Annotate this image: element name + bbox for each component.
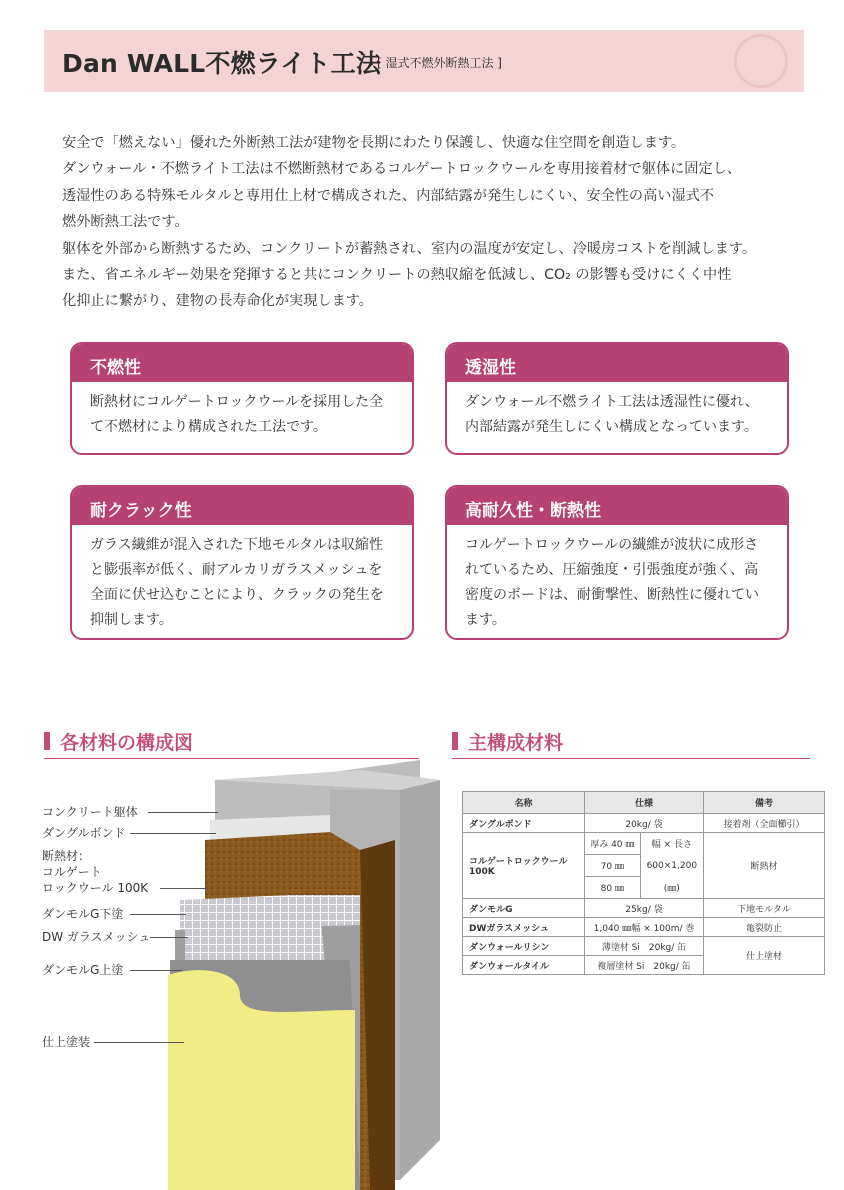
cell-note: 断熱材 xyxy=(704,833,825,899)
section-heading-materials xyxy=(452,728,810,762)
callout-line xyxy=(148,812,218,813)
table-header-row xyxy=(463,792,825,814)
materials-table xyxy=(462,791,825,975)
cell-spec: (㎜) xyxy=(640,877,703,899)
intro-line: 躯体を外部から断熱するため、コンクリートが蓄熱され、室内の温度が安定し、冷暖房コストを削減します。 xyxy=(62,240,757,257)
cell-name: DWガラスメッシュ xyxy=(463,918,585,937)
cell-spec: 20kg/ 袋 xyxy=(585,814,704,833)
feature-line: て不燃材により構成された工法です。 xyxy=(90,419,327,435)
diagram-label: コンクリート躯体 xyxy=(42,805,138,819)
diagram-label: DW ガラスメッシュ xyxy=(42,930,151,944)
cell-name: ダンウォールリシン xyxy=(463,937,585,956)
feature-line: れているため、圧縮強度・引張強度が強く、高 xyxy=(465,562,759,578)
feature-body xyxy=(447,382,787,440)
section-title: 各材料の構成図 xyxy=(60,732,194,754)
diagram-label: 仕上塗装 xyxy=(42,1035,91,1049)
heading-underline xyxy=(452,758,810,759)
feature-box-breathability xyxy=(445,342,789,455)
header-band xyxy=(44,30,804,92)
feature-body xyxy=(447,525,787,633)
heading-marker xyxy=(44,732,50,750)
callout-line xyxy=(130,833,216,834)
page-title: Dan WALL不燃ライト工法 xyxy=(62,49,382,78)
cell-spec: 幅 × 長さ xyxy=(640,833,703,855)
intro-line: 透湿性のある特殊モルタルと専用仕上材で構成された、内部結露が発生しにくい、安全性の高い湿式不 xyxy=(62,187,715,204)
cell-spec: 70 ㎜ xyxy=(585,855,641,877)
feature-line: 断熱材にコルゲートロックウールを採用した全 xyxy=(90,394,384,410)
diagram-label: コルゲート xyxy=(42,865,102,879)
header-name: 名称 xyxy=(463,792,585,814)
callout-line xyxy=(130,914,186,915)
table-row xyxy=(463,918,825,937)
heading-marker xyxy=(452,732,458,750)
diagram-label: ダンモルG下塗 xyxy=(42,907,124,921)
watermark-seal xyxy=(734,34,788,88)
cell-spec: 厚み 40 ㎜ xyxy=(585,833,641,855)
heading-underline xyxy=(44,758,419,759)
diagram-label: 断熱材： xyxy=(42,849,91,863)
cell-name: ダンモルG xyxy=(463,899,585,918)
intro-line: ダンウォール・不燃ライト工法は不燃断熱材であるコルゲートロックウールを専用接着材で躯体に固定し、 xyxy=(62,161,742,178)
page-subtitle: [ 湿式不燃外断熱工法 ] xyxy=(377,56,502,70)
cell-spec: 600×1,200 xyxy=(640,855,703,877)
feature-line: コルゲートロックウールの繊維が波状に成形さ xyxy=(465,537,759,553)
feature-title: 透湿性 xyxy=(447,344,787,382)
callout-line xyxy=(94,1042,184,1043)
cell-note: 下地モルタル xyxy=(704,899,825,918)
diagram-label: ダングルボンド xyxy=(42,826,126,840)
feature-line: と膨張率が低く、耐アルカリガラスメッシュを xyxy=(90,562,383,578)
cell-spec: 1,040 ㎜幅 × 100m/ 巻 xyxy=(585,918,704,937)
feature-title: 耐クラック性 xyxy=(72,487,412,525)
section-title: 主構成材料 xyxy=(468,732,564,754)
feature-line: 抑制します。 xyxy=(90,612,173,628)
callout-line xyxy=(160,888,210,889)
feature-title: 不燃性 xyxy=(72,344,412,382)
feature-body xyxy=(72,382,412,440)
feature-box-crack-resistance xyxy=(70,485,414,640)
cell-name: ダンウォールタイル xyxy=(463,956,585,975)
cell-spec: 複層塗材 Si 20kg/ 缶 xyxy=(585,956,704,975)
table-row xyxy=(463,814,825,833)
feature-body xyxy=(72,525,412,633)
cell-spec: 薄塗材 Si 20kg/ 缶 xyxy=(585,937,704,956)
intro-text xyxy=(62,130,802,315)
callout-line xyxy=(130,970,182,971)
diagram-label: ダンモルG上塗 xyxy=(42,963,124,977)
diagram-label: ロックウール 100K xyxy=(42,881,149,895)
cell-spec: 25kg/ 袋 xyxy=(585,899,704,918)
cell-name: ダングルボンド xyxy=(463,814,585,833)
feature-line: 密度のボードは、耐衝撃性、断熱性に優れてい xyxy=(465,587,759,603)
intro-line: また、省エネルギー効果を発揮すると共にコンクリートの熱収縮を低減し、CO₂ の影響も受けにくく中性 xyxy=(62,267,732,284)
feature-title: 高耐久性・断熱性 xyxy=(447,487,787,525)
intro-line: 安全で「燃えない」優れた外断熱工法が建物を長期にわたり保護し、快適な住空間を創造します。 xyxy=(62,135,686,151)
callout-line xyxy=(150,937,188,938)
feature-box-durability xyxy=(445,485,789,640)
feature-line: ガラス繊維が混入された下地モルタルは収縮性 xyxy=(90,537,384,553)
feature-box-fireproof xyxy=(70,342,414,455)
feature-line: ダンウォール不燃ライト工法は透湿性に優れ、 xyxy=(465,394,759,410)
cell-note: 亀裂防止 xyxy=(704,918,825,937)
cell-note: 仕上塗材 xyxy=(704,937,825,975)
cell-note: 接着剤（全面櫛引） xyxy=(704,814,825,833)
section-heading-diagram xyxy=(44,728,419,762)
intro-line: 化抑止に繋がり、建物の長寿命化が実現します。 xyxy=(62,293,373,310)
intro-line: 燃外断熱工法です。 xyxy=(62,214,189,231)
cell-name: コルゲートロックウール100K xyxy=(463,833,585,899)
cell-spec: 80 ㎜ xyxy=(585,877,641,899)
feature-line: ます。 xyxy=(465,612,506,628)
table-row xyxy=(463,833,825,855)
concrete-side xyxy=(400,780,440,1180)
header-note: 備考 xyxy=(704,792,825,814)
feature-line: 内部結露が発生しにくい構成となっています。 xyxy=(465,419,758,435)
table-row xyxy=(463,899,825,918)
header-spec: 仕様 xyxy=(585,792,704,814)
feature-line: 全面に伏せ込むことにより、クラックの発生を xyxy=(90,587,384,603)
table-row xyxy=(463,937,825,956)
